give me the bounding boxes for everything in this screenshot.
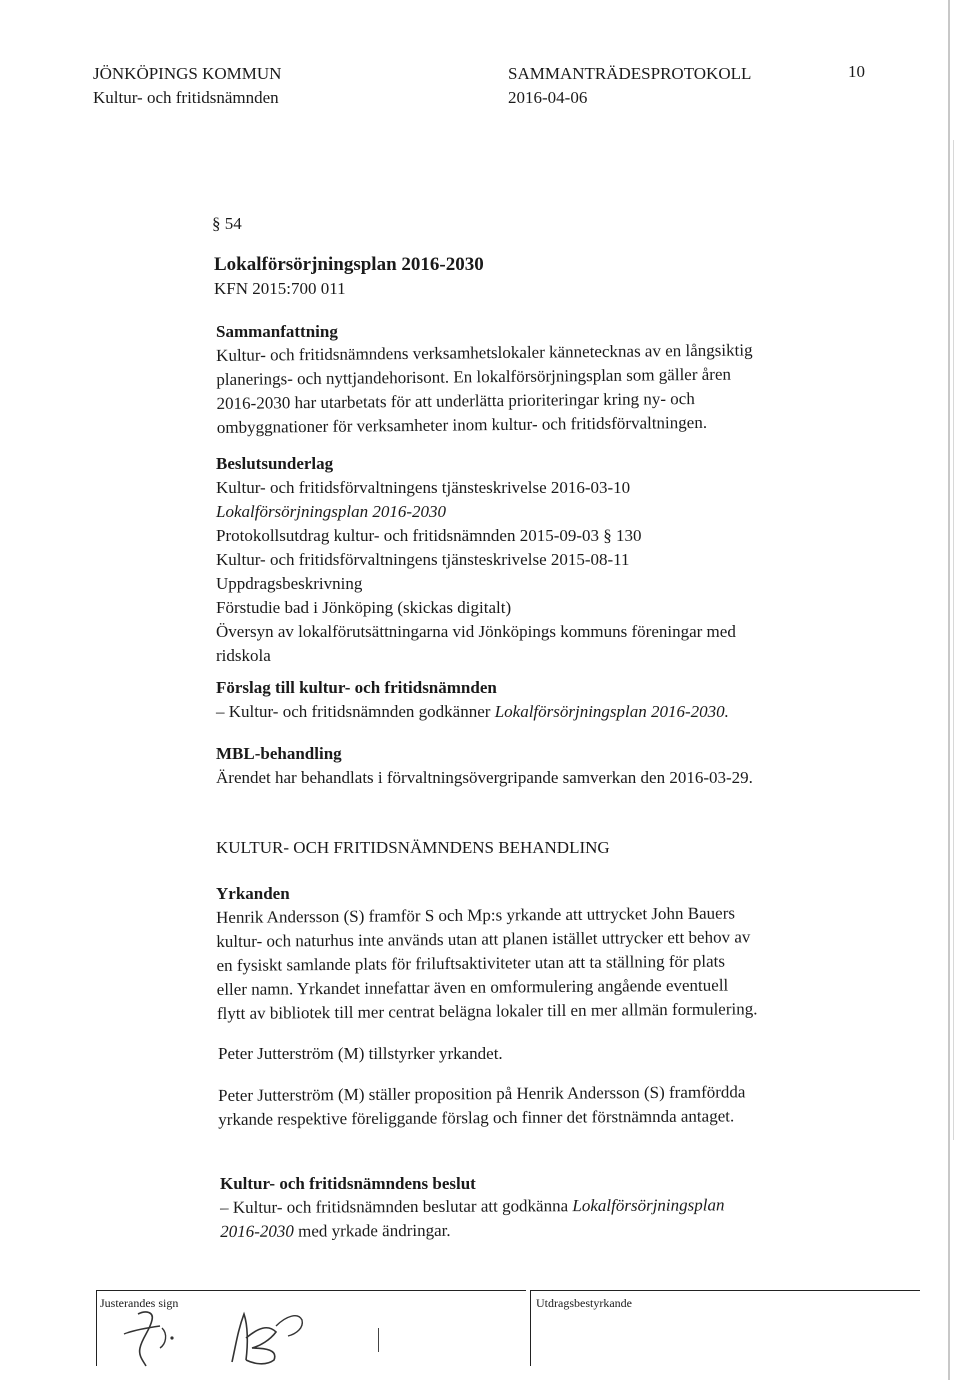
signature-mark [378,1328,379,1352]
decision-text [220,1193,725,1244]
basis-item: Översyn av lokalförutsättningarna vid Jönköpings kommuns föreningar med [216,622,736,641]
motion-line: flytt av bibliotek till mer centrat belägna lokaler till en mer allmän formulering. [216,999,758,1023]
basis-item: Kultur- och fritidsförvaltningens tjänsteskrivelse 2015-08-11 [216,550,630,569]
decision-heading: Kultur- och fritidsnämndens beslut [220,1174,476,1193]
proposal-heading: Förslag till kultur- och fritidsnämnden [216,678,497,697]
summary-heading: Sammanfattning [216,322,338,341]
support-statement: Peter Jutterström (M) tillstyrker yrkandet. [218,1044,503,1063]
utdragsbestyrkande-label: Utdragsbestyrkande [536,1296,632,1310]
decision-text-suffix: med yrkade ändringar. [293,1220,451,1241]
basis-item: Kultur- och fritidsförvaltningens tjänsteskrivelse 2016-03-10 [216,478,631,497]
motion-line: kultur- och naturhus inte används utan att planen istället uttrycker ett behov av [216,927,751,951]
committee-name: Kultur- och fritidsnämnden [93,88,279,107]
section-number: § 54 [212,214,242,233]
basis-list [216,476,736,668]
footer-rule-right [530,1290,920,1291]
mbl-text: Ärendet har behandlats i förvaltningsövergripande samverkan den 2016-03-29. [216,768,753,787]
proposal-plan-name: Lokalförsörjningsplan 2016-2030. [494,702,729,721]
summary-line: 2016-2030 har utarbetats för att underlätta prioriteringar kring ny- och [216,388,695,413]
case-title: Lokalförsörjningsplan 2016-2030 [214,254,484,275]
scan-edge [948,0,950,1380]
decision-text-prefix: – Kultur- och fritidsnämnden beslutar att godkänna [220,1196,573,1217]
basis-item: ridskola [216,646,271,665]
case-reference: KFN 2015:700 011 [214,279,346,298]
justerandes-sign-label: Justerandes sign [100,1296,179,1310]
org-name: JÖNKÖPINGS KOMMUN [93,64,282,83]
summary-line: ombyggnationer för verksamheter inom kultur- och fritidsförvaltningen. [216,412,708,437]
meeting-date: 2016-04-06 [508,88,588,107]
proposal-text [216,700,729,724]
treatment-heading: KULTUR- OCH FRITIDSNÄMNDENS BEHANDLING [216,838,610,857]
summary-line: Kultur- och fritidsnämndens verksamhetslokaler kännetecknas av en långsiktig [216,340,753,365]
proposition-line: yrkande respektive föreliggande förslag och finner det förstnämnda antaget. [218,1106,735,1129]
handwritten-signature-1 [116,1304,196,1370]
basis-item: Uppdragsbeskrivning [216,574,363,593]
footer-divider [530,1290,531,1366]
decision-plan-years: 2016-2030 [220,1221,294,1241]
summary-text [216,338,753,440]
motion-line: eller namn. Yrkandet innefattar även en omformulering angående eventuell [216,975,729,999]
page-number: 10 [848,62,865,81]
document-type: SAMMANTRÄDESPROTOKOLL [508,64,752,83]
motions-text [216,901,758,1026]
summary-line: planerings- och nyttjandehorisont. En lokalförsörjningsplan som gäller åren [216,364,732,389]
proposal-text-prefix: – Kultur- och fritidsnämnden godkänner [216,702,495,721]
decision-plan-name: Lokalförsörjningsplan [572,1195,725,1216]
signature-footer [96,1290,920,1370]
motion-line: en fysiskt samlande plats för friluftsaktiviteter utan att ta ställning för plats [216,951,726,975]
footer-divider [96,1290,97,1366]
scan-edge-inner [953,140,954,1140]
handwritten-signature-2 [226,1304,316,1370]
motions-heading: Yrkanden [216,884,290,903]
basis-heading: Beslutsunderlag [216,454,334,473]
footer-rule-left [96,1290,526,1291]
motion-line: Henrik Andersson (S) framför S och Mp:s yrkande att uttrycket John Bauers [216,903,736,927]
basis-item: Protokollsutdrag kultur- och fritidsnämnden 2015-09-03 § 130 [216,526,642,545]
proposition-line: Peter Jutterström (M) ställer proposition på Henrik Andersson (S) framfördda [218,1082,746,1105]
basis-item: Förstudie bad i Jönköping (skickas digitalt) [216,598,512,617]
mbl-heading: MBL-behandling [216,744,342,763]
proposition-text [218,1080,746,1132]
basis-item: Lokalförsörjningsplan 2016-2030 [216,502,446,521]
